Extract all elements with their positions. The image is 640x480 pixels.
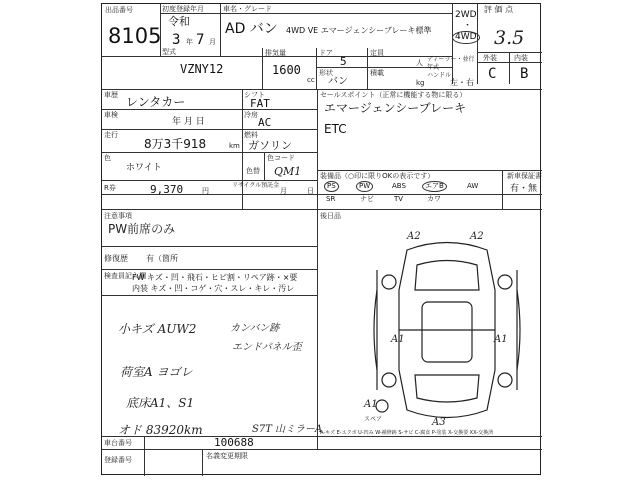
displacement-value: 1600 [272,63,301,77]
manual-value: 有・無 [510,184,538,194]
diagram-spare-label: スペア [364,416,383,423]
equipment-aw: AW [467,182,479,190]
diagram-label-a1-left: A1 [391,334,405,345]
reg-no-label: 車台番号 [104,439,132,447]
fuel-label: 燃料 [244,131,258,139]
equipment-label: 装備品（○印に限りOKの表示です） [320,172,435,180]
ext-grade: C [488,66,497,82]
recycle-date-label: リサイクル預託金 [232,182,280,189]
selling-point-1: エマージェンシーブレーキ [324,101,467,115]
shape-value: バン [328,76,348,87]
capacity-label: 定員 [370,49,384,57]
inspector-row-2: 内装 キズ・凹・コゲ・穴・スレ・キレ・汚レ [132,284,295,293]
day-unit: 日 [307,187,314,195]
car-grade: 4WD VE エマージェンシーブレーキ標準 [286,26,432,35]
score-label: 評 価 点 [484,5,514,14]
recycle-value: 9,370 [150,183,184,196]
doors-label: ドア [319,49,333,57]
manual-label: 新車保証書 [507,172,542,180]
hand-note-7: S7T 山ミラーA [252,424,323,435]
mileage-label: 走行 [104,131,118,139]
lot-number: 8105 [108,24,162,48]
usage-value: レンタカー [126,95,186,109]
inspection-label: 車検 [104,111,118,119]
displacement-label: 排気量 [265,49,286,57]
hand-note-1: 小キズ AUW2 [118,322,197,336]
model-year-label: 年式 [427,64,440,71]
equipment-sr: SR [326,195,336,203]
drive-2wd: 2WD [455,10,477,20]
score-value: 3.5 [494,27,525,49]
load-label: 積載 [370,69,384,77]
fuel-value: ガソリン [248,139,292,152]
equipment-navi: ナビ [360,195,374,203]
recycle-label: R券 [104,184,116,192]
first-reg-month: 7 [196,32,205,48]
hand-note-3: エンドパネル歪 [232,342,302,353]
inspection-value: 年 月 日 [172,117,205,127]
diagram-label-a1-right: A1 [494,334,508,345]
auction-sheet: 出品番号 8105 初度登録年月 令和 3 年 7 月 車名・グレード AD バン 4WD VE エマージェンシーブレーキ標準 2WD ・ 4WD 評 価 点 3.5 外装 内装 C B 型式 VZNY12 排気量 1600 cc ドア 5 形状 バン 定員 人 積載 kg ディーラー・並行 年式 ハンドル 左・右 車歴 レンタカー シフト FAT 車検 年 月 日 冷房 AC 走行 8万3千918 km 燃料 ガソリン 色 ホワイト 色替 色コード QM1 R券 9,370 円 リサイクル預託金 月 日 セールスポイント（正常に機能する物に限る） エマージェンシーブレーキ ETC 装備品（○印に限りOKの表示です） 新車保証書 有・無 PS PW ABS エアB AW SR ナビ TV カワ 注意事項 PW前席のみ 修復歴 有（箇所 後日品 検査員記入欄 FW キズ・凹・飛石・ヒビ割・リペア跡・×要 内装 キズ・凹・コゲ・穴・スレ・キレ・汚レ 小キズ AUW2 カンバン跡 エンドパネル歪 荷室A ヨゴレ 底床A1、S1 オド 83920km S7T 山ミラーA A2 A2 A1 A1 A1 A3 スペア A-キズ E-エクボ U-凹み W-補修跡 S-サビ C-腐食 P-塗装 X-交換要 XX-交換済 車台番号 100688 登録番号 名義変更期限 [101,3,541,475]
usage-label: 車歴 [104,91,118,99]
diagram-label-a1-spare: A1 [364,399,378,410]
selling-points-label: セールスポイント（正常に機能する物に限る） [320,91,467,99]
equipment-pw: PW [356,181,373,192]
repair-label: 修復歴 [104,254,128,263]
ac-label: 冷房 [244,111,258,119]
equipment-leather: カワ [427,195,441,203]
equipment-tv: TV [394,195,404,203]
hand-note-6: オド 83920km [118,423,203,437]
drive-4wd: 4WD [452,31,480,44]
inspector-label: 検査員記入欄 [104,272,146,280]
shape-label: 形状 [319,69,333,77]
plate-label: 登録番号 [104,456,132,464]
lot-label: 出品番号 [105,6,133,14]
model-value: VZNY12 [180,62,224,76]
int-label: 内装 [514,54,528,62]
first-reg-label: 初度登録年月 [162,5,204,13]
ac-value: AC [258,116,272,129]
inspector-row-1: FW キズ・凹・飛石・ヒビ割・リペア跡・×要 [132,273,298,282]
notes-label: 注意事項 [104,212,132,220]
color-value: ホワイト [126,163,162,173]
mileage-value: 8万3千918 [144,137,207,151]
color-change-label: 色替 [246,167,260,175]
diagram-legend: A-キズ E-エクボ U-凹み W-補修跡 S-サビ C-腐食 P-塗装 X-交換要 XX-交換済 [320,430,494,436]
reg-no-value: 100688 [214,436,254,449]
hand-note-4: 荷室A ヨゴレ [120,365,193,379]
mileage-unit: km [229,142,240,150]
shift-label: シフト [244,91,265,99]
remarks-label: 名義変更期限 [206,452,248,460]
load-unit: kg [416,79,425,87]
int-grade: B [520,66,529,82]
capacity-unit: 人 [416,59,423,67]
era: 令和 [168,15,190,28]
diagram-label-a3: A3 [432,417,446,428]
handle-label: ハンドル [427,72,452,79]
color-label: 色 [104,154,111,162]
notes-text: PW前席のみ [108,222,176,236]
cc-unit: cc [307,76,315,84]
hand-note-5: 底床A1、S1 [126,396,195,410]
diagram-label-a2-left: A2 [407,231,421,242]
car-name: AD バン [225,21,278,37]
month-unit: 月 [280,187,287,195]
diagram-label-a2-right: A2 [470,231,484,242]
repair-value: 有（箇所 [146,254,178,263]
recycle-unit: 円 [202,187,209,195]
selling-point-2: ETC [324,122,347,136]
first-reg-year: 3 [172,32,181,48]
color-code-label: 色コード [267,154,295,162]
model-label: 型式 [162,48,176,56]
handle-value: 左・右 [450,78,474,87]
ext-label: 外装 [483,54,497,62]
car-damage-diagram [367,230,527,430]
shift-value: FAT [250,97,270,110]
hand-note-2: カンバン跡 [230,323,280,334]
equipment-abs: ABS [392,182,406,190]
equipment-ps: PS [324,181,339,192]
doors-value: 5 [340,55,347,68]
color-code-value: QM1 [274,165,302,178]
dealer-label: ディーラー・並行 [427,56,475,63]
equipment-airbag: エアB [422,181,447,192]
car-name-label: 車名・グレード [223,5,272,13]
